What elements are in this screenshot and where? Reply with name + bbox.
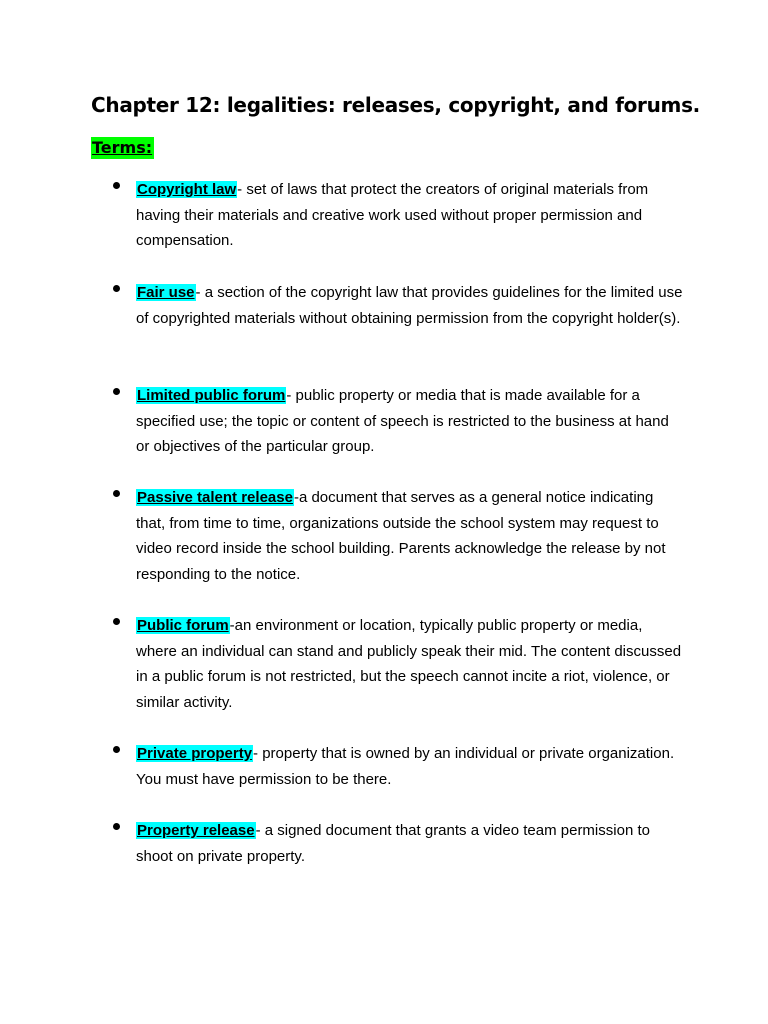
term-definition: -an environment or location, typically public property or media, where an individual can stand and publicly speak their mid. The content discussed in a public forum is not restricted, but the speech cannot incite a riot, violence, or similar activity. [136, 617, 682, 712]
term-text [136, 177, 684, 254]
chapter-title: Chapter 12: legalities: releases, copyright, and forums. [91, 93, 700, 117]
bullet-icon [113, 182, 120, 189]
term-name: Property release [137, 822, 255, 839]
term-name: Private property [137, 745, 253, 762]
term-text [136, 818, 684, 869]
term-name: Public forum [137, 617, 229, 634]
term-name: Passive talent release [137, 489, 293, 506]
term-name: Fair use [137, 284, 195, 301]
term-definition: - set of laws that protect the creators of original materials from having their materials and creative work used without proper permission and compensation. [136, 181, 649, 250]
term-definition: - a section of the copyright law that provides guidelines for the limited use of copyrighted materials without obtaining permission from the copyright holder(s). [136, 284, 683, 327]
bullet-icon [113, 746, 120, 753]
term-definition: - property that is owned by an individual or private organization. You must have permission to be there. [136, 745, 675, 788]
term-name: Copyright law [137, 181, 237, 198]
bullet-icon [113, 388, 120, 395]
bullet-icon [113, 823, 120, 830]
term-text [136, 280, 684, 331]
bullet-icon [113, 285, 120, 292]
bullet-icon [113, 618, 120, 625]
term-definition: -a document that serves as a general notice indicating that, from time to time, organizations outside the school system may request to video record inside the school building. Parents acknowledge the release by not responding to the notice. [136, 489, 666, 584]
term-definition: - public property or media that is made available for a specified use; the topic or content of speech is restricted to the business at hand or objectives of the particular group. [136, 387, 669, 456]
term-definition: - a signed document that grants a video team permission to shoot on private property. [136, 822, 650, 865]
bullet-icon [113, 490, 120, 497]
term-text [136, 383, 684, 460]
term-text [136, 613, 684, 716]
term-text [136, 741, 684, 792]
term-name: Limited public forum [137, 387, 286, 404]
term-text [136, 485, 684, 588]
terms-heading: Terms: [92, 138, 153, 157]
